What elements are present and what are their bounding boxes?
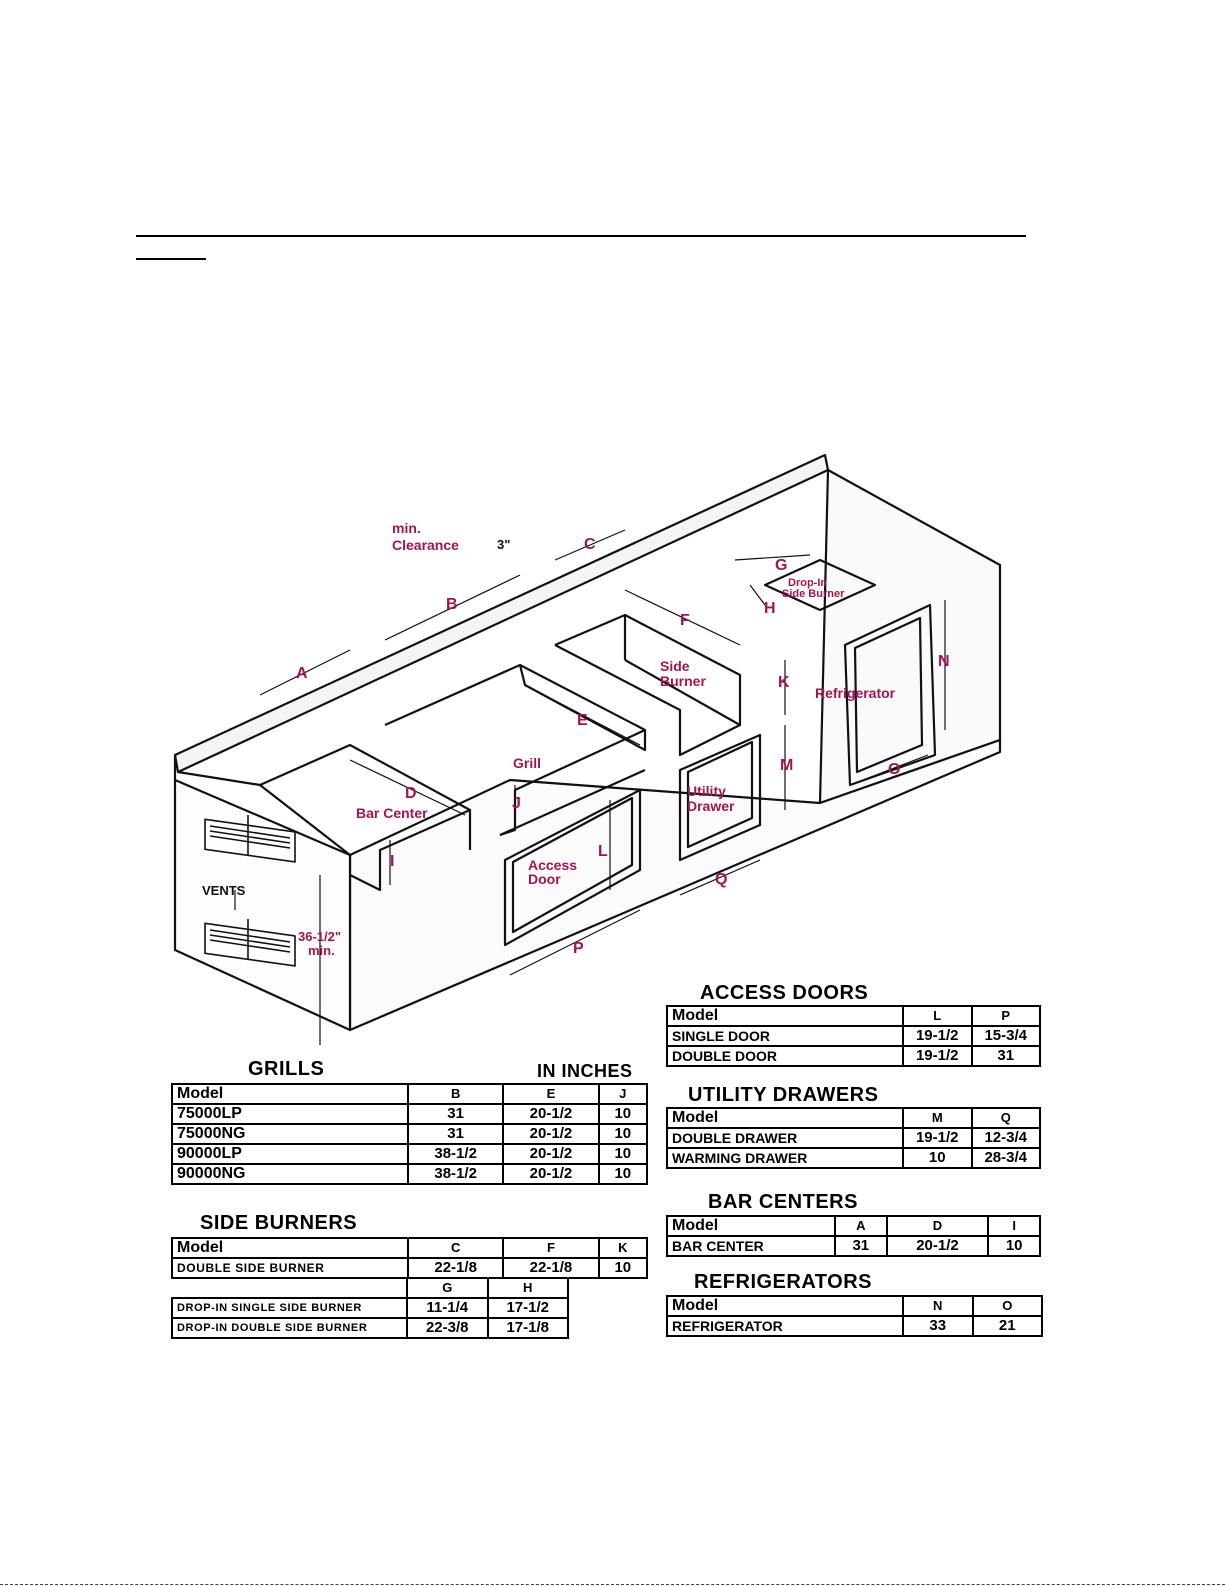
access-doors-table	[666, 1005, 1041, 1067]
refrigerators-cell: REFRIGERATOR	[667, 1316, 903, 1336]
label-drop-in-side-burner: Side Burner	[782, 588, 845, 600]
grills-cell: 38-1/2	[408, 1164, 503, 1184]
dim-label-n: N	[938, 653, 950, 670]
side-burners-cell: DOUBLE SIDE BURNER	[172, 1258, 408, 1278]
table-row	[172, 1104, 647, 1124]
label-drop-in: Drop-In	[788, 577, 828, 589]
table-row	[667, 1046, 1040, 1066]
drop-in-cell: 17-1/8	[488, 1318, 569, 1338]
grills-cell: 75000LP	[172, 1104, 408, 1124]
grills-cell: 31	[408, 1124, 503, 1144]
drop-in-table	[171, 1279, 569, 1339]
bar-centers-cell: 20-1/2	[887, 1236, 989, 1256]
dim-label-d: D	[405, 785, 417, 802]
table-row	[172, 1258, 647, 1278]
grills-cell: 75000NG	[172, 1124, 408, 1144]
dim-label-i: I	[390, 853, 395, 870]
grills-cell: 10	[599, 1144, 647, 1164]
side-burner-cutout	[555, 615, 740, 755]
grills-cell: 20-1/2	[503, 1144, 598, 1164]
drop-in-header-g: G	[407, 1279, 488, 1298]
bar-centers-cell: 10	[988, 1236, 1040, 1256]
utility-drawers-cell: 12-3/4	[972, 1128, 1041, 1148]
dim-label-q: Q	[715, 871, 728, 888]
table-row	[667, 1236, 1040, 1256]
dim-label-k: K	[778, 674, 790, 691]
side-burners-header-k: K	[599, 1238, 647, 1258]
bar-centers-header-model: Model	[667, 1216, 835, 1236]
bar-centers-header-i: I	[988, 1216, 1040, 1236]
grills-header-j: J	[599, 1084, 647, 1104]
dim-label-c: C	[584, 536, 596, 553]
label-utility: Utility	[687, 783, 726, 799]
dim-label-a: A	[296, 665, 308, 682]
side-burners-title: SIDE BURNERS	[200, 1212, 358, 1234]
utility-drawers-table	[666, 1107, 1041, 1169]
grills-cell: 10	[599, 1164, 647, 1184]
bar-centers-table	[666, 1215, 1041, 1257]
label-refrigerator: Refrigerator	[815, 685, 896, 701]
table-row	[172, 1164, 647, 1184]
grills-cell: 90000NG	[172, 1164, 408, 1184]
backsplash	[175, 455, 828, 772]
label-vents: VENTS	[202, 883, 246, 898]
left-end	[175, 780, 350, 1030]
label-height-min: min.	[308, 943, 335, 958]
refrigerators-title: REFRIGERATORS	[694, 1271, 872, 1293]
dim-label-p: P	[573, 940, 584, 957]
label-access-door: Door	[528, 871, 561, 887]
grills-header-e: E	[503, 1084, 598, 1104]
utility-drawers-cell: 19-1/2	[903, 1128, 972, 1148]
dim-label-m: M	[780, 757, 794, 774]
access-doors-cell: SINGLE DOOR	[667, 1026, 903, 1046]
drop-in-cell: 22-3/8	[407, 1318, 488, 1338]
utility-drawers-header-model: Model	[667, 1108, 903, 1128]
refrigerators-header-n: N	[903, 1296, 973, 1316]
front-face	[350, 740, 1000, 1030]
table-row	[172, 1298, 568, 1318]
grills-cell: 38-1/2	[408, 1144, 503, 1164]
bar-centers-cell: 31	[835, 1236, 887, 1256]
label-grill: Grill	[513, 755, 542, 771]
table-row	[667, 1316, 1042, 1336]
side-burners-header-c: C	[408, 1238, 503, 1258]
drop-in-header-blank	[172, 1279, 407, 1298]
label-side: Side	[660, 658, 690, 674]
dim-label-h: H	[764, 600, 776, 617]
utility-drawers-header-m: M	[903, 1108, 972, 1128]
utility-drawers-cell: 28-3/4	[972, 1148, 1041, 1168]
refrigerators-header-model: Model	[667, 1296, 903, 1316]
drop-in-cell: DROP-IN DOUBLE SIDE BURNER	[172, 1318, 407, 1338]
utility-drawers-cell: WARMING DRAWER	[667, 1148, 903, 1168]
label-three-inch: 3"	[497, 537, 511, 552]
grills-cell: 20-1/2	[503, 1104, 598, 1124]
island-diagram	[160, 420, 1040, 1050]
table-row	[172, 1144, 647, 1164]
side-burners-cell: 22-1/8	[408, 1258, 503, 1278]
page-bottom-border	[0, 1584, 1225, 1585]
bar-centers-title: BAR CENTERS	[708, 1191, 858, 1213]
grills-header-model: Model	[172, 1084, 408, 1104]
label-access: Access	[528, 857, 578, 873]
utility-drawers-cell: 10	[903, 1148, 972, 1168]
dim-label-g: G	[775, 557, 788, 574]
label-utility-drawer: Drawer	[687, 798, 735, 814]
grills-header-b: B	[408, 1084, 503, 1104]
access-doors-title: ACCESS DOORS	[700, 982, 869, 1004]
refrigerators-table	[666, 1295, 1043, 1337]
access-doors-cell: 15-3/4	[972, 1026, 1041, 1046]
bar-centers-cell: BAR CENTER	[667, 1236, 835, 1256]
dim-label-e: E	[577, 712, 588, 729]
grills-cell: 20-1/2	[503, 1124, 598, 1144]
underline-rule-short	[136, 258, 206, 260]
bar-centers-header-a: A	[835, 1216, 887, 1236]
access-doors-cell: 19-1/2	[903, 1046, 972, 1066]
access-doors-cell: 19-1/2	[903, 1026, 972, 1046]
label-clearance: Clearance	[392, 537, 459, 553]
side-burners-cell: 22-1/8	[503, 1258, 598, 1278]
grills-title: GRILLS	[248, 1058, 325, 1080]
grills-cell: 10	[599, 1124, 647, 1144]
grills-cell: 31	[408, 1104, 503, 1124]
utility-drawers-cell: DOUBLE DRAWER	[667, 1128, 903, 1148]
grills-cell: 20-1/2	[503, 1164, 598, 1184]
refrigerators-cell: 21	[973, 1316, 1043, 1336]
label-min-clearance: min.	[392, 520, 421, 536]
access-doors-header-l: L	[903, 1006, 972, 1026]
table-row	[667, 1128, 1040, 1148]
drop-in-cell: 17-1/2	[488, 1298, 569, 1318]
side-burners-cell: 10	[599, 1258, 647, 1278]
refrigerators-cell: 33	[903, 1316, 973, 1336]
drop-in-cell: 11-1/4	[407, 1298, 488, 1318]
grills-units: IN INCHES	[537, 1061, 633, 1081]
label-bar-center: Bar Center	[356, 805, 428, 821]
access-doors-cell: DOUBLE DOOR	[667, 1046, 903, 1066]
refrigerators-header-o: O	[973, 1296, 1043, 1316]
dim-label-f: F	[680, 612, 690, 629]
bar-centers-header-d: D	[887, 1216, 989, 1236]
side-burners-header-model: Model	[172, 1238, 408, 1258]
label-side-burner: Burner	[660, 673, 706, 689]
table-row	[667, 1148, 1040, 1168]
grills-table	[171, 1083, 648, 1185]
drop-in-header-h: H	[488, 1279, 569, 1298]
access-doors-header-model: Model	[667, 1006, 903, 1026]
underline-rule	[136, 235, 1026, 237]
dim-label-b: B	[446, 596, 458, 613]
utility-drawers-title: UTILITY DRAWERS	[688, 1084, 879, 1106]
access-doors-header-p: P	[972, 1006, 1041, 1026]
utility-drawers-header-q: Q	[972, 1108, 1041, 1128]
table-row	[172, 1124, 647, 1144]
side-burners-header-f: F	[503, 1238, 598, 1258]
dim-label-j: J	[512, 795, 521, 812]
dim-label-o: O	[888, 761, 901, 778]
access-doors-cell: 31	[972, 1046, 1041, 1066]
table-row	[667, 1026, 1040, 1046]
grills-cell: 90000LP	[172, 1144, 408, 1164]
table-row	[172, 1318, 568, 1338]
dim-label-l: L	[598, 843, 608, 860]
label-height: 36-1/2"	[298, 929, 342, 944]
side-burners-table	[171, 1237, 648, 1279]
drop-in-cell: DROP-IN SINGLE SIDE BURNER	[172, 1298, 407, 1318]
grills-cell: 10	[599, 1104, 647, 1124]
